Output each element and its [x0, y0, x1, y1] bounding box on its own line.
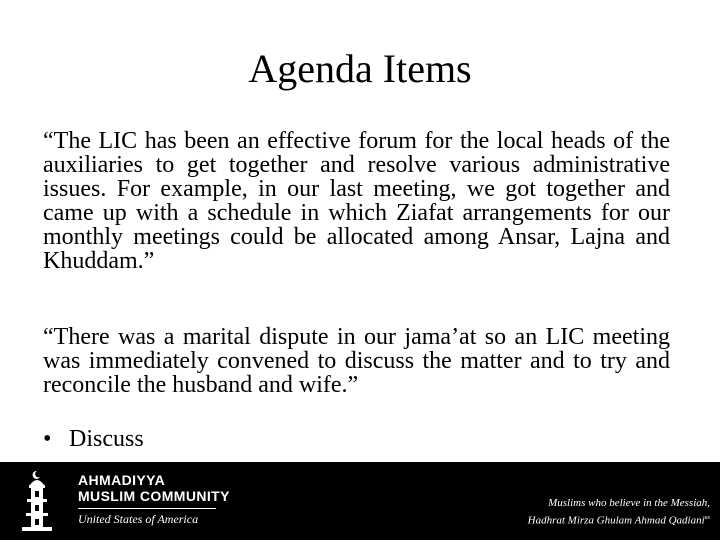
tagline-line-2	[528, 511, 710, 529]
bullet-icon: •	[43, 426, 52, 452]
organization-name-line-2: MUSLIM COMMUNITY	[78, 488, 230, 504]
organization-name	[78, 472, 230, 504]
bullet-item	[43, 427, 144, 451]
organization-country: United States of America	[78, 512, 199, 526]
minaret-logo-icon	[12, 469, 62, 533]
tagline-line-2-text: Hadhrat Mirza Ghulam Ahmad Qadiani	[527, 514, 705, 527]
footer-divider	[78, 508, 216, 509]
quote-paragraph-1: “The LIC has been an effective forum for the local heads of the auxiliaries to get together and resolve various administrative issues. For example, in our last meeting, we got together and came up with a schedule in which Ziafat arrangements for our monthly meetings could be allocated among Ansar, Lajna and Khuddam.”	[43, 128, 670, 274]
slide-title: Agenda Items	[248, 46, 472, 91]
tagline-honorific: as	[704, 515, 710, 521]
footer-banner	[0, 462, 720, 540]
bullet-text: Discuss	[69, 426, 144, 452]
tagline-line-1: Muslims who believe in the Messiah,	[548, 497, 710, 509]
organization-name-line-1: AHMADIYYA	[78, 472, 166, 488]
footer-tagline	[528, 496, 710, 529]
quote-paragraph-2: “There was a marital dispute in our jama’at so an LIC meeting was immediately convened to discuss the matter and to try and reconcile the husband and wife.”	[43, 324, 670, 398]
